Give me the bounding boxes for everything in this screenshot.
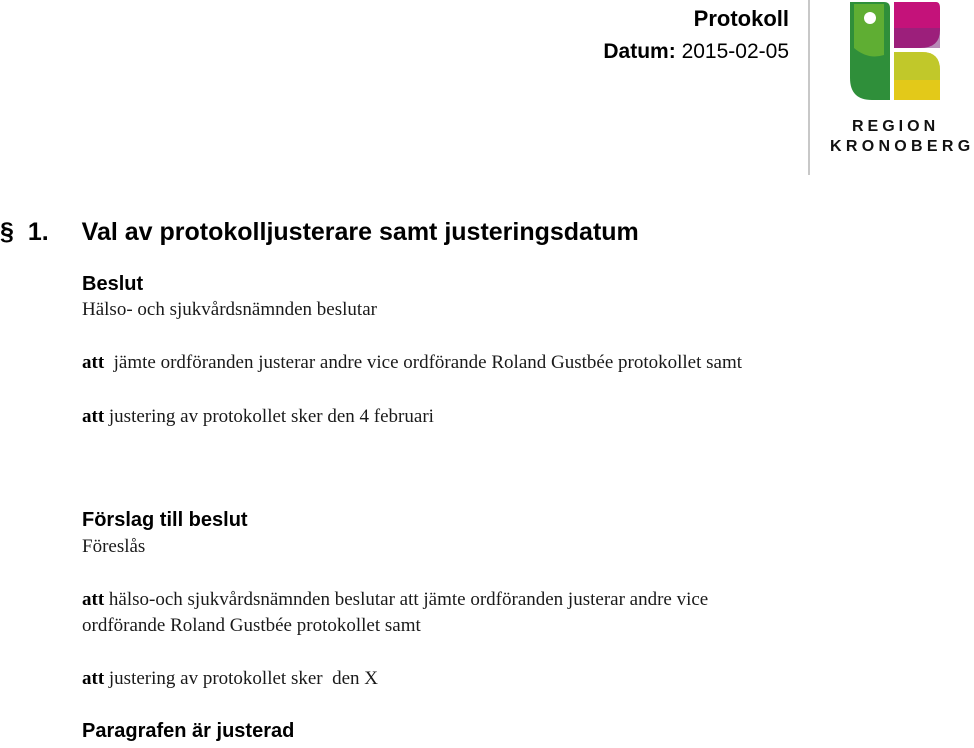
- forslag-item: [82, 668, 378, 690]
- section-number: 1.: [27, 218, 49, 246]
- att-prefix: att: [82, 589, 105, 610]
- date-label: Datum:: [603, 40, 676, 63]
- section-title: Val av protokolljusterare samt justeringsdatum: [81, 218, 639, 246]
- beslut-heading: Beslut: [82, 273, 144, 295]
- header-divider: [808, 0, 810, 175]
- beslut-intro: Hälso- och sjukvårdsnämnden beslutar: [82, 299, 377, 320]
- forslag-item-text: justering av protokollet sker den X: [108, 668, 379, 689]
- date-value: 2015-02-05: [681, 40, 789, 63]
- att-prefix: att: [82, 668, 105, 689]
- att-prefix: att: [82, 352, 105, 373]
- document-type: Protokoll: [693, 6, 789, 31]
- forslag-item-text: hälso-och sjukvårdsnämnden beslutar att jämte ordföranden justerar andre vice: [108, 589, 709, 610]
- att-prefix: att: [82, 406, 105, 427]
- forslag-heading: Förslag till beslut: [82, 509, 248, 531]
- beslut-item-text: jämte ordföranden justerar andre vice ordförande Roland Gustbée protokollet samt: [113, 352, 743, 373]
- beslut-item: [82, 352, 742, 374]
- date-row: [603, 40, 789, 64]
- logo-text-kronoberg: KRONOBERG: [830, 138, 974, 155]
- forslag-item: [82, 589, 708, 611]
- forslag-item-continuation: ordförande Roland Gustbée protokollet samt: [82, 615, 421, 636]
- region-kronoberg-logo: [844, 0, 944, 104]
- section-heading: [0, 218, 639, 247]
- beslut-item-text: justering av protokollet sker den 4 februari: [108, 406, 434, 427]
- paragraph-status: Paragrafen är justerad: [82, 720, 295, 742]
- logo-text-region: REGION: [852, 118, 940, 135]
- forslag-intro: Föreslås: [82, 536, 146, 557]
- beslut-item: [82, 406, 434, 428]
- section-symbol: §: [0, 218, 14, 246]
